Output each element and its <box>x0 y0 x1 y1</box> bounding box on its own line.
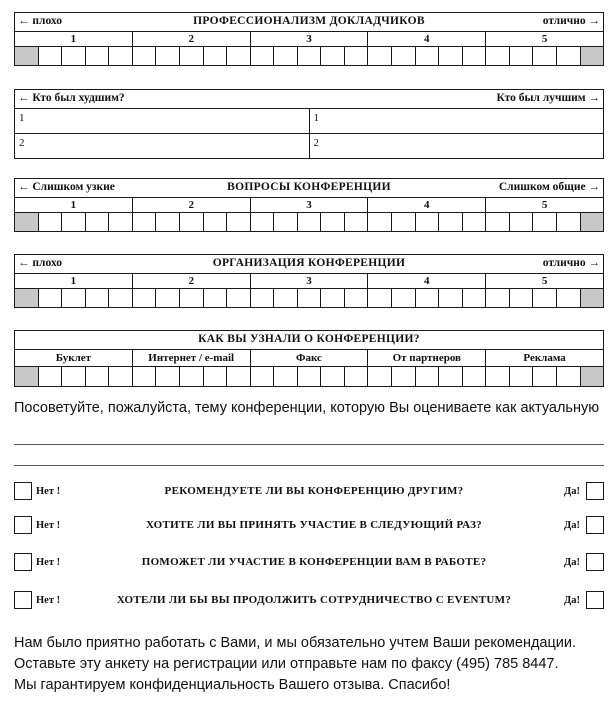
row-number: 2 <box>313 137 319 149</box>
no-checkbox[interactable] <box>14 591 32 609</box>
rating-cell[interactable] <box>486 213 510 231</box>
rating-cell[interactable] <box>486 289 510 307</box>
rating-cell[interactable] <box>180 213 204 231</box>
rating-cell[interactable] <box>557 289 581 307</box>
rating-cell[interactable] <box>345 213 369 231</box>
scale-number: 1 <box>15 32 133 46</box>
rating-cell[interactable] <box>486 47 510 65</box>
source-cell[interactable] <box>533 367 557 386</box>
yes-checkbox[interactable] <box>586 591 604 609</box>
rating-cell[interactable] <box>204 213 228 231</box>
rating-cell[interactable] <box>581 289 604 307</box>
source-cell[interactable] <box>15 367 39 386</box>
rating-cell[interactable] <box>392 47 416 65</box>
best-label: Кто был лучшим → <box>496 92 600 104</box>
footer-line: Мы гарантируем конфиденциальность Вашего отзыва. Спасибо! <box>14 677 451 693</box>
scale-number: 2 <box>133 32 251 46</box>
rating-cell[interactable] <box>251 289 275 307</box>
scale-high-label: отлично → <box>542 257 600 269</box>
source-cell[interactable] <box>86 367 110 386</box>
rating-cell[interactable] <box>345 289 369 307</box>
rating-cell[interactable] <box>439 289 463 307</box>
rating-cell[interactable] <box>109 47 133 65</box>
rating-cell[interactable] <box>533 213 557 231</box>
rating-cell[interactable] <box>204 47 228 65</box>
yes-label: Да! <box>564 520 580 531</box>
no-checkbox[interactable] <box>14 482 32 500</box>
rating-cell[interactable] <box>39 213 63 231</box>
rating-cell[interactable] <box>62 47 86 65</box>
yes-checkbox[interactable] <box>586 516 604 534</box>
speakers-worst-best <box>14 89 604 159</box>
rating-title: ОРГАНИЗАЦИЯ КОНФЕРЕНЦИИ <box>212 257 406 269</box>
scale-number: 3 <box>251 274 369 288</box>
source-cell[interactable] <box>204 367 228 386</box>
rating-cell[interactable] <box>416 47 440 65</box>
footer-line: Нам было приятно работать с Вами, и мы обязательно учтем Ваши рекомендации. <box>14 635 577 651</box>
rating-cell[interactable] <box>298 213 322 231</box>
channel-label: От партнеров <box>368 350 486 366</box>
rating-cell[interactable] <box>321 289 345 307</box>
rating-cell[interactable] <box>321 47 345 65</box>
rating-cell[interactable] <box>533 47 557 65</box>
rating-cell[interactable] <box>463 289 487 307</box>
rating-cell[interactable] <box>180 289 204 307</box>
source-title: КАК ВЫ УЗНАЛИ О КОНФЕРЕНЦИИ? <box>198 333 420 345</box>
rating-cell[interactable] <box>86 289 110 307</box>
yesno-question <box>14 552 604 574</box>
rating-cell[interactable] <box>274 289 298 307</box>
source-cell[interactable] <box>510 367 534 386</box>
rating-cell[interactable] <box>251 47 275 65</box>
row-number: 1 <box>313 112 319 124</box>
rating-cell[interactable] <box>133 47 157 65</box>
rating-cell[interactable] <box>156 289 180 307</box>
rating-cell[interactable] <box>274 47 298 65</box>
rating-cell[interactable] <box>557 213 581 231</box>
scale-number: 2 <box>133 198 251 212</box>
yesno-question <box>14 481 604 503</box>
source-header <box>15 331 603 350</box>
rating-header <box>15 13 603 32</box>
source-channels <box>15 350 603 367</box>
yes-label: Да! <box>564 557 580 568</box>
speakers-header <box>15 90 603 109</box>
scale-number: 3 <box>251 198 369 212</box>
speakers-row-1 <box>15 109 603 134</box>
yesno-question <box>14 590 604 612</box>
rating-conference-questions <box>14 178 604 232</box>
scale-number: 5 <box>541 199 548 211</box>
source-cell[interactable] <box>392 367 416 386</box>
rating-cell[interactable] <box>109 289 133 307</box>
advise-topic-prompt: Посоветуйте, пожалуйста, тему конференции, которую Вы оцениваете как актуальную <box>14 400 600 416</box>
rating-title: ПРОФЕССИОНАЛИЗМ ДОКЛАДЧИКОВ <box>193 15 425 27</box>
rating-cell[interactable] <box>392 289 416 307</box>
source-cell[interactable] <box>581 367 604 386</box>
scale-number: 1 <box>15 198 133 212</box>
no-checkbox[interactable] <box>14 553 32 571</box>
yesno-question <box>14 515 604 537</box>
no-label: Нет ! <box>36 557 61 568</box>
no-checkbox[interactable] <box>14 516 32 534</box>
source-cell[interactable] <box>133 367 157 386</box>
row-number: 1 <box>19 112 25 124</box>
rating-title: ВОПРОСЫ КОНФЕРЕНЦИИ <box>227 181 391 193</box>
rating-cell[interactable] <box>86 47 110 65</box>
source-cell[interactable] <box>486 367 510 386</box>
question-text: ХОТЕЛИ ЛИ БЫ ВЫ ПРОДОЛЖИТЬ СОТРУДНИЧЕСТВО С EVENTUM? <box>116 594 512 606</box>
rating-cell[interactable] <box>321 213 345 231</box>
rating-cell[interactable] <box>204 289 228 307</box>
worst-label: ← Кто был худшим? <box>18 92 125 104</box>
source-cell[interactable] <box>416 367 440 386</box>
source-cell[interactable] <box>439 367 463 386</box>
rating-cell[interactable] <box>416 213 440 231</box>
rating-cell[interactable] <box>439 213 463 231</box>
rating-cell[interactable] <box>227 47 251 65</box>
row-number: 2 <box>19 137 25 149</box>
source-cell[interactable] <box>463 367 487 386</box>
footer-note <box>14 633 609 696</box>
best-field-1[interactable] <box>310 109 604 133</box>
source-cell[interactable] <box>39 367 63 386</box>
no-label: Нет ! <box>36 520 61 531</box>
source-cell[interactable] <box>557 367 581 386</box>
rating-cell[interactable] <box>416 289 440 307</box>
info-source-block <box>14 330 604 387</box>
rating-cell[interactable] <box>510 213 534 231</box>
channel-label: Буклет <box>15 350 133 366</box>
question-text: ХОТИТЕ ЛИ ВЫ ПРИНЯТЬ УЧАСТИЕ В СЛЕДУЮЩИЙ РАЗ? <box>146 519 482 531</box>
source-cell[interactable] <box>251 367 275 386</box>
scale-number: 5 <box>541 33 548 45</box>
source-cell[interactable] <box>156 367 180 386</box>
scale-number: 4 <box>368 274 486 288</box>
rating-cell[interactable] <box>368 47 392 65</box>
scale-high-label: Слишком общие → <box>498 181 600 193</box>
scale-low-label: ← плохо <box>18 15 62 27</box>
rating-cell[interactable] <box>227 213 251 231</box>
channel-label: Интернет / e-mail <box>133 350 251 366</box>
worst-field-2[interactable] <box>15 134 310 158</box>
rating-conference-organization <box>14 254 604 308</box>
rating-cell[interactable] <box>581 47 604 65</box>
scale-number: 2 <box>133 274 251 288</box>
yes-label: Да! <box>564 486 580 497</box>
rating-cell[interactable] <box>510 289 534 307</box>
rating-cells <box>15 47 603 65</box>
rating-header <box>15 255 603 274</box>
rating-cell[interactable] <box>180 47 204 65</box>
rating-cell[interactable] <box>274 213 298 231</box>
rating-cell[interactable] <box>133 213 157 231</box>
rating-cell[interactable] <box>227 289 251 307</box>
footer-line: Оставьте эту анкету на регистрации или отправьте нам по факсу (495) 785 8447. <box>14 656 559 672</box>
rating-cell[interactable] <box>62 289 86 307</box>
rating-header <box>15 179 603 198</box>
rating-cell[interactable] <box>156 47 180 65</box>
rating-cell[interactable] <box>345 47 369 65</box>
yes-label: Да! <box>564 595 580 606</box>
rating-cell[interactable] <box>15 213 39 231</box>
source-cell[interactable] <box>368 367 392 386</box>
worst-field-1[interactable] <box>15 109 310 133</box>
rating-cell[interactable] <box>392 213 416 231</box>
rating-cell[interactable] <box>109 213 133 231</box>
scale-numbers <box>15 274 603 289</box>
yes-checkbox[interactable] <box>586 482 604 500</box>
rating-cell[interactable] <box>463 47 487 65</box>
rating-cell[interactable] <box>251 213 275 231</box>
scale-low-label: ← Слишком узкие <box>18 181 115 193</box>
rating-cell[interactable] <box>15 289 39 307</box>
source-cell[interactable] <box>298 367 322 386</box>
rating-cell[interactable] <box>439 47 463 65</box>
rating-cell[interactable] <box>15 47 39 65</box>
question-text: ПОМОЖЕТ ЛИ УЧАСТИЕ В КОНФЕРЕНЦИИ ВАМ В РАБОТЕ? <box>141 556 487 568</box>
rating-cell[interactable] <box>510 47 534 65</box>
rating-cell[interactable] <box>86 213 110 231</box>
scale-numbers <box>15 198 603 213</box>
rating-cell[interactable] <box>368 213 392 231</box>
rating-cell[interactable] <box>62 213 86 231</box>
scale-number: 4 <box>368 198 486 212</box>
yes-checkbox[interactable] <box>586 553 604 571</box>
source-cell[interactable] <box>227 367 251 386</box>
rating-cell[interactable] <box>133 289 157 307</box>
no-label: Нет ! <box>36 486 61 497</box>
source-cell[interactable] <box>62 367 86 386</box>
rating-cell[interactable] <box>368 289 392 307</box>
rating-cell[interactable] <box>463 213 487 231</box>
source-cell[interactable] <box>345 367 369 386</box>
source-cells <box>15 367 603 386</box>
scale-low-label: ← плохо <box>18 257 62 269</box>
source-cell[interactable] <box>274 367 298 386</box>
no-label: Нет ! <box>36 595 61 606</box>
source-cell[interactable] <box>109 367 133 386</box>
rating-cell[interactable] <box>156 213 180 231</box>
rating-cell[interactable] <box>39 47 63 65</box>
source-cell[interactable] <box>321 367 345 386</box>
question-text: РЕКОМЕНДУЕТЕ ЛИ ВЫ КОНФЕРЕНЦИЮ ДРУГИМ? <box>164 485 464 497</box>
scale-high-label: отлично → <box>542 15 600 27</box>
scale-number: 3 <box>251 32 369 46</box>
rating-cell[interactable] <box>557 47 581 65</box>
scale-numbers <box>15 32 603 47</box>
rating-speakers-professionalism <box>14 12 604 66</box>
scale-number: 5 <box>541 275 548 287</box>
channel-label: Факс <box>251 350 369 366</box>
rating-cell[interactable] <box>39 289 63 307</box>
best-field-2[interactable] <box>310 134 604 158</box>
channel-label: Реклама <box>523 352 566 364</box>
rating-cells <box>15 213 603 231</box>
rating-cell[interactable] <box>298 289 322 307</box>
scale-number: 1 <box>15 274 133 288</box>
speakers-row-2 <box>15 134 603 158</box>
rating-cell[interactable] <box>298 47 322 65</box>
rating-cells <box>15 289 603 307</box>
topic-answer-line-2[interactable] <box>14 465 604 466</box>
scale-number: 4 <box>368 32 486 46</box>
source-cell[interactable] <box>180 367 204 386</box>
rating-cell[interactable] <box>581 213 604 231</box>
rating-cell[interactable] <box>533 289 557 307</box>
topic-answer-line-1[interactable] <box>14 444 604 445</box>
